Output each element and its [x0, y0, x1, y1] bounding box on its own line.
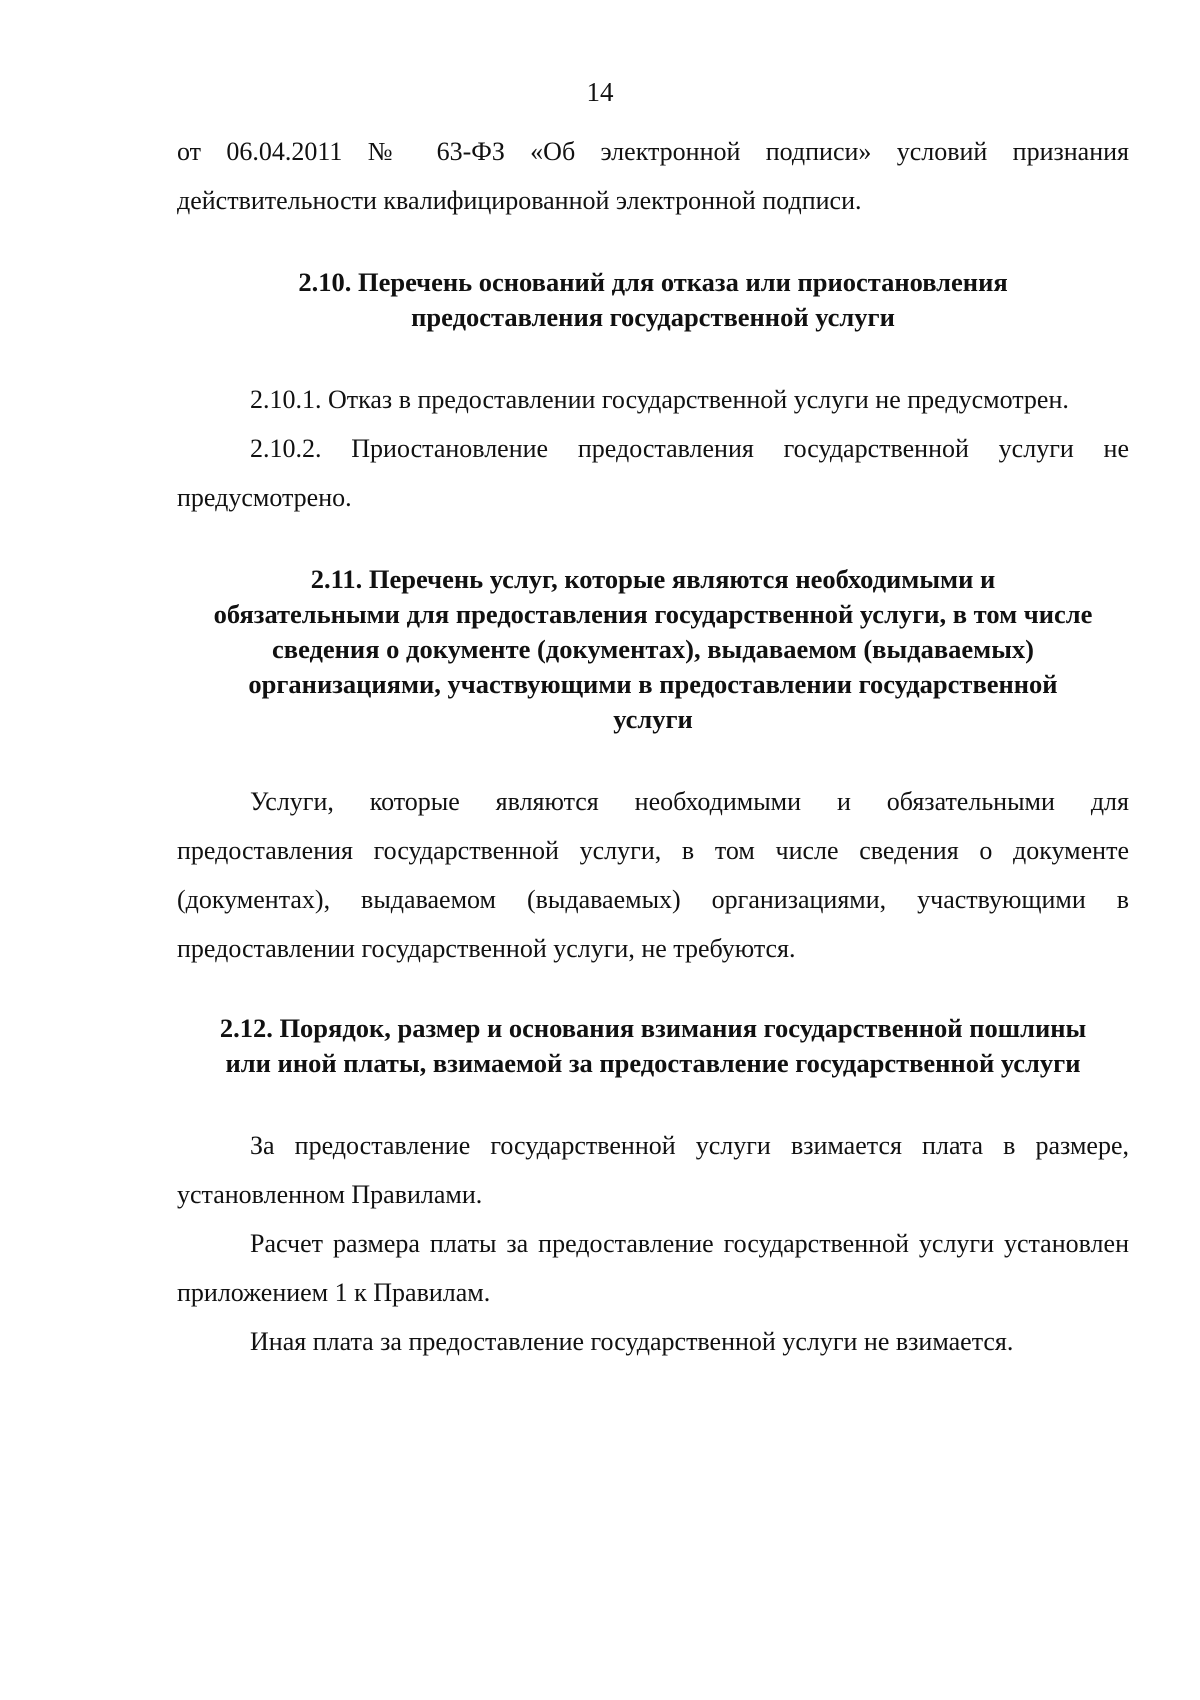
paragraph-2-10-1: 2.10.1. Отказ в предоставлении государственной услуги не предусмотрен. [250, 385, 1069, 414]
paragraph-2-12-other-fee: Иная плата за предоставление государственной услуги не взимается. [250, 1327, 1014, 1356]
paragraph-2-10-2: 2.10.2. Приостановление предоставления государственной услуги не предусмотрено. [177, 434, 1129, 512]
heading-line: или иной платы, взимаемой за предоставление государственной услуги [225, 1048, 1081, 1078]
paragraph-2-11: Услуги, которые являются необходимыми и обязательными для предоставления государственной услуги, в том числе сведения о документе (документах), выдаваемом (выдаваемых) организациями, участвующими в предоставлении государственной услуги, не требуются. [177, 787, 1129, 963]
heading-line: услуги [613, 704, 693, 734]
heading-line: 2.12. Порядок, размер и основания взимания государственной пошлины [219, 1013, 1087, 1043]
document-body [177, 127, 1129, 1366]
section-heading-2-10 [177, 265, 1129, 335]
heading-line: обязательными для предоставления государственной услуги, в том числе [213, 599, 1093, 629]
intro-paragraph: от 06.04.2011 № 63-ФЗ «Об электронной подписи» условий признания действительности квалифицированной электронной подписи. [177, 137, 1129, 215]
heading-line: организациями, участвующими в предоставлении государственной [248, 669, 1058, 699]
section-heading-2-11 [177, 562, 1129, 737]
paragraph-2-12-fee: За предоставление государственной услуги взимается плата в размере, установленном Правилами. [177, 1131, 1129, 1209]
heading-line: 2.11. Перечень услуг, которые являются необходимыми и [310, 564, 996, 594]
paragraph-2-12-calculation: Расчет размера платы за предоставление государственной услуги установлен приложением 1 к Правилам. [177, 1229, 1129, 1307]
heading-line: 2.10. Перечень оснований для отказа или приостановления [298, 267, 1008, 297]
section-heading-2-12 [177, 1011, 1129, 1081]
heading-line: сведения о документе (документах), выдаваемом (выдаваемых) [272, 634, 1034, 664]
heading-line: предоставления государственной услуги [411, 302, 895, 332]
page-number: 14 [586, 77, 614, 107]
